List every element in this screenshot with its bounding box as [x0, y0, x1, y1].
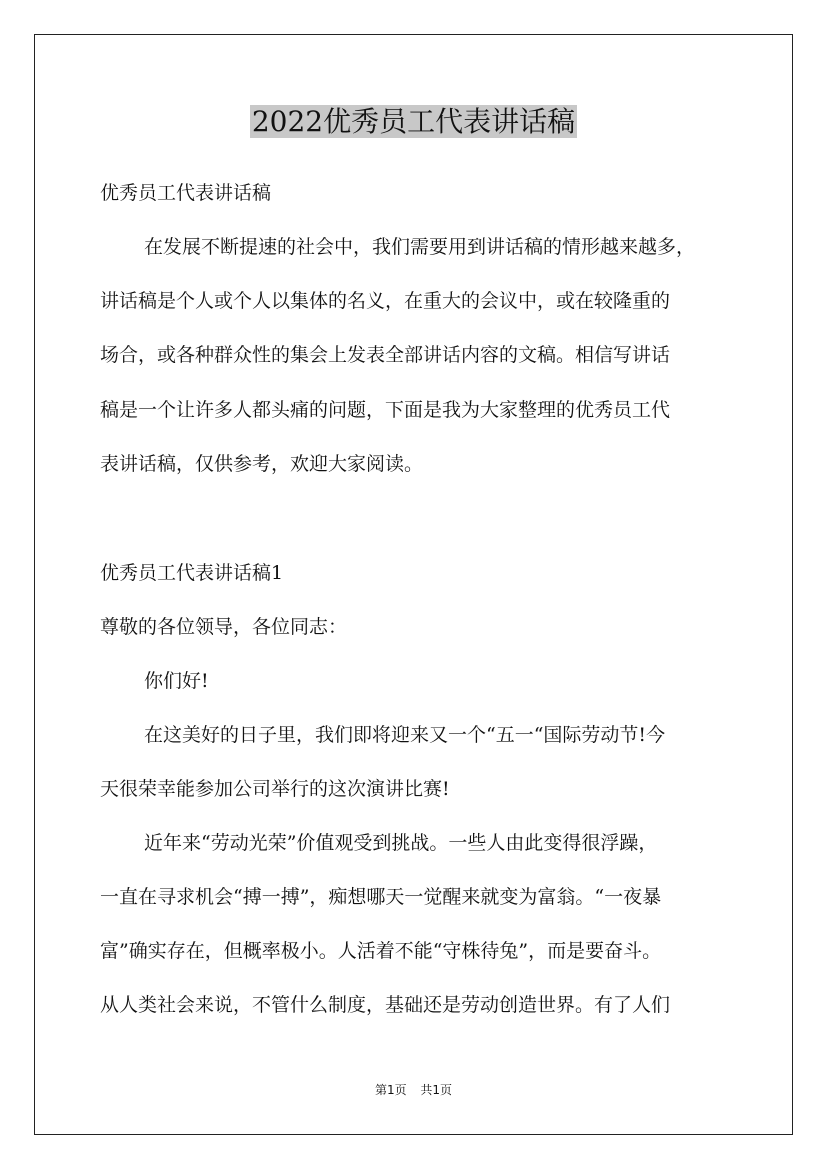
paragraph3-line-4: 从人类社会来说，不管什么制度，基础还是劳动创造世界。有了人们 — [100, 994, 671, 1016]
intro-line-4: 稿是一个让许多人都头痛的问题，下面是我为大家整理的优秀员工代 — [100, 399, 671, 421]
salutation: 尊敬的各位领导，各位同志： — [100, 616, 348, 638]
paragraph2-line-2: 天很荣幸能参加公司举行的这次演讲比赛! — [100, 778, 450, 800]
page-number: 第1页 — [374, 1083, 407, 1097]
section-heading: 优秀员工代表讲话稿1 — [100, 562, 284, 584]
paragraph3-line-3: 富”确实存在，但概率极小。人活着不能“守株待兔”，而是要奋斗。 — [100, 940, 662, 962]
page-total: 共1页 — [420, 1083, 453, 1097]
intro-line-1: 在发展不断提速的社会中，我们需要用到讲话稿的情形越来越多， — [144, 236, 696, 258]
intro-line-2: 讲话稿是个人或个人以集体的名义，在重大的会议中，或在较隆重的 — [100, 290, 671, 312]
page-footer — [0, 1081, 827, 1099]
paragraph3-line-1: 近年来“劳动光荣”价值观受到挑战。一些人由此变得很浮躁， — [144, 832, 658, 854]
intro-line-3: 场合，或各种群众性的集会上发表全部讲话内容的文稿。相信写讲话 — [100, 344, 671, 366]
document-subtitle: 优秀员工代表讲话稿 — [100, 182, 272, 204]
greeting: 你们好! — [144, 670, 209, 692]
paragraph3-line-2: 一直在寻求机会“搏一搏”，痴想哪天一觉醒来就变为富翁。“一夜暴 — [100, 886, 662, 908]
paragraph2-line-1: 在这美好的日子里，我们即将迎来又一个“五一“国际劳动节!今 — [144, 724, 666, 746]
intro-line-5: 表讲话稿，仅供参考，欢迎大家阅读。 — [100, 453, 424, 475]
document-title: 2022优秀员工代表讲话稿 — [251, 105, 576, 138]
